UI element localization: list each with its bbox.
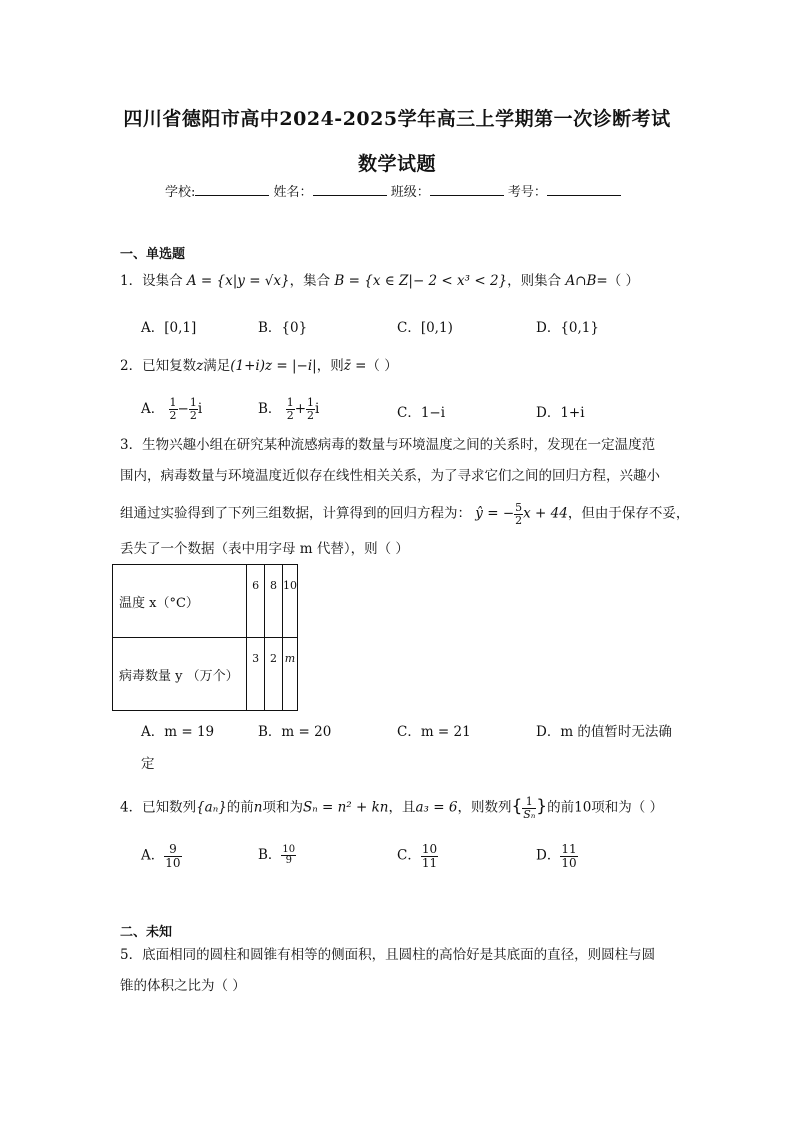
- question-number: 4．: [120, 799, 143, 816]
- fraction: [421, 843, 438, 869]
- q4-text-a: 已知数列: [142, 799, 197, 816]
- q1-option-b[interactable]: B．{0}: [258, 320, 308, 336]
- q5-line-2: 锥的体积之比为（ ）: [120, 978, 246, 994]
- right-brace: }: [536, 796, 548, 817]
- q3-option-b[interactable]: B．m = 20: [258, 724, 332, 740]
- table-row-label: 病毒数量 y （万个）: [113, 638, 247, 711]
- sum-expr: Sₙ = n² + kn: [303, 799, 389, 816]
- class-field[interactable]: [430, 183, 504, 196]
- q2-text-b: 满足: [203, 358, 231, 374]
- operator: −: [177, 401, 189, 417]
- reciprocal-fraction: [522, 796, 536, 820]
- q4-text-d: ，且: [388, 799, 416, 816]
- table-cell: 6: [247, 565, 265, 638]
- q1-option-d[interactable]: D．{0,1}: [536, 320, 599, 336]
- regression-rhs: x + 44: [523, 505, 568, 522]
- q2-equation: (1+i)z = |−i|: [230, 358, 317, 374]
- table-row: [113, 565, 298, 638]
- class-label: 班级：: [390, 185, 430, 200]
- q4-option-b[interactable]: [258, 843, 296, 867]
- question-number: 1．: [120, 273, 143, 289]
- fraction: [189, 397, 198, 421]
- q3-option-d[interactable]: D．m 的值暂时无法确: [536, 724, 672, 740]
- q3-line-3a: 组通过实验得到了下列三组数据，计算得到的回归方程为：: [120, 505, 471, 522]
- numerator: 5: [515, 501, 523, 514]
- sequence-expr: {aₙ}: [196, 799, 227, 816]
- table-cell: 3: [247, 638, 265, 711]
- section-heading-unknown: 二、未知: [120, 925, 173, 940]
- option-label: D．: [536, 847, 561, 864]
- fraction: [281, 845, 296, 867]
- q3-line-2: 围内，病毒数量与环境温度近似存在线性相关关系，为了寻求它们之间的回归方程，兴趣小: [120, 468, 660, 484]
- q3-line-4: 丢失了一个数据（表中用字母 m 代替），则（ ）: [120, 541, 409, 557]
- denominator: 10: [561, 855, 577, 870]
- q4-text-b: 的前: [226, 799, 254, 816]
- name-label: 姓名：: [273, 185, 313, 200]
- q2-text-c: ，则: [316, 358, 344, 374]
- imag-unit: i: [197, 401, 203, 417]
- name-field[interactable]: [313, 183, 387, 196]
- q2-option-c[interactable]: C．1−i: [397, 405, 446, 421]
- intersection-expr: A∩B: [565, 273, 597, 289]
- table-cell: 8: [265, 565, 283, 638]
- set-a-expr: A = {x|y = √x}: [186, 273, 290, 289]
- q3-line-1: 生物兴趣小组在研究某种流感病毒的数量与环境温度之间的关系时，发现在一定温度范: [142, 437, 656, 453]
- q3-line-3: [120, 502, 689, 526]
- exam-no-field[interactable]: [547, 183, 621, 196]
- table-cell: m: [282, 638, 297, 711]
- q4-text-e: ，则数列: [457, 799, 512, 816]
- q4-option-a[interactable]: [141, 843, 182, 869]
- numerator: 9: [164, 843, 181, 857]
- z-conjugate: z̄: [343, 358, 351, 374]
- numerator: 1: [169, 396, 177, 410]
- table-row-label: 温度 x（°C）: [113, 565, 247, 638]
- denominator: 2: [307, 409, 315, 422]
- denominator: 2: [169, 409, 177, 422]
- fraction: [286, 397, 295, 421]
- q1-text-d: =（ ）: [596, 273, 640, 289]
- table-cell: 10: [282, 565, 297, 638]
- section-heading-single-choice: 一、单选题: [120, 247, 186, 262]
- question-1: [120, 273, 639, 289]
- data-table: [112, 564, 298, 711]
- fraction: [306, 397, 315, 421]
- question-4: [120, 796, 663, 820]
- question-5: [120, 947, 655, 963]
- denominator: 2: [286, 409, 294, 422]
- q1-text-c: ，则集合: [507, 273, 562, 289]
- option-label: B．: [258, 401, 282, 417]
- denominator: 11: [421, 855, 438, 870]
- question-number: 3．: [120, 437, 143, 453]
- regression-lhs: ŷ = −: [475, 505, 515, 522]
- var-z: z: [196, 358, 204, 374]
- numerator: 1: [307, 396, 315, 410]
- denominator: 9: [285, 855, 292, 866]
- table-cell: 2: [265, 638, 283, 711]
- set-b-expr: B = {x ∈ Z|− 2 < x³ < 2}: [334, 273, 508, 289]
- a3-expr: a₃ = 6: [415, 799, 458, 816]
- q4-text-f: 的前10项和为（ ）: [547, 799, 664, 816]
- left-brace: {: [511, 796, 523, 817]
- numerator: 1: [286, 396, 294, 410]
- student-info-row: [165, 181, 621, 200]
- q3-option-d-wrap: 定: [141, 756, 155, 772]
- regression-fraction: [514, 502, 523, 526]
- table-row: [113, 638, 298, 711]
- q4-option-c[interactable]: [397, 843, 438, 869]
- page-title: 四川省德阳市高中2024-2025学年高三上学期第一次诊断考试: [123, 108, 671, 130]
- q1-text-a: 设集合: [142, 273, 183, 289]
- q5-line-1: 底面相同的圆柱和圆锥有相等的侧面积，且圆柱的高恰好是其底面的直径，则圆柱与圆: [142, 947, 656, 963]
- q1-text-b: ，集合: [289, 273, 331, 289]
- q1-option-c[interactable]: C．[0,1): [397, 320, 453, 336]
- question-2: [120, 358, 398, 374]
- denominator: 2: [189, 409, 197, 422]
- q2-option-b[interactable]: [258, 397, 319, 422]
- q4-option-d[interactable]: [536, 843, 578, 869]
- school-field[interactable]: [195, 183, 269, 196]
- numerator: 10: [282, 843, 296, 855]
- option-label: A．: [141, 401, 165, 417]
- school-label: 学校:: [165, 185, 196, 200]
- operator: +: [294, 401, 307, 417]
- exam-no-label: 考号：: [507, 185, 547, 200]
- denominator: Sₙ: [523, 807, 536, 821]
- option-label: C．: [397, 847, 421, 864]
- q2-text-d: =（ ）: [350, 358, 398, 374]
- question-number: 2．: [120, 358, 143, 374]
- numerator: 11: [561, 842, 577, 856]
- fraction: [169, 397, 178, 421]
- question-number: 5．: [120, 947, 143, 963]
- denominator: 10: [165, 855, 181, 870]
- q2-text-a: 已知复数: [142, 358, 197, 374]
- var-n: n: [253, 799, 263, 816]
- q2-option-a[interactable]: [141, 397, 202, 422]
- numerator: 1: [189, 396, 197, 410]
- q4-text-c: 项和为: [262, 799, 303, 816]
- q2-option-d[interactable]: D．1+i: [536, 405, 585, 421]
- fraction: [164, 843, 181, 869]
- page-subtitle: 数学试题: [357, 153, 436, 175]
- option-label: A．: [141, 847, 165, 864]
- fraction: [560, 843, 577, 869]
- q3-option-a[interactable]: A．m = 19: [141, 724, 215, 740]
- imag-unit: i: [315, 401, 320, 417]
- numerator: 1: [522, 796, 536, 809]
- q1-option-a[interactable]: A．[0,1]: [141, 320, 197, 336]
- denominator: 2: [515, 513, 523, 527]
- numerator: 10: [421, 842, 438, 856]
- q3-line-3b: ，但由于保存不妥，: [567, 505, 690, 522]
- option-label: B．: [258, 847, 282, 863]
- q3-option-c[interactable]: C．m = 21: [397, 724, 471, 740]
